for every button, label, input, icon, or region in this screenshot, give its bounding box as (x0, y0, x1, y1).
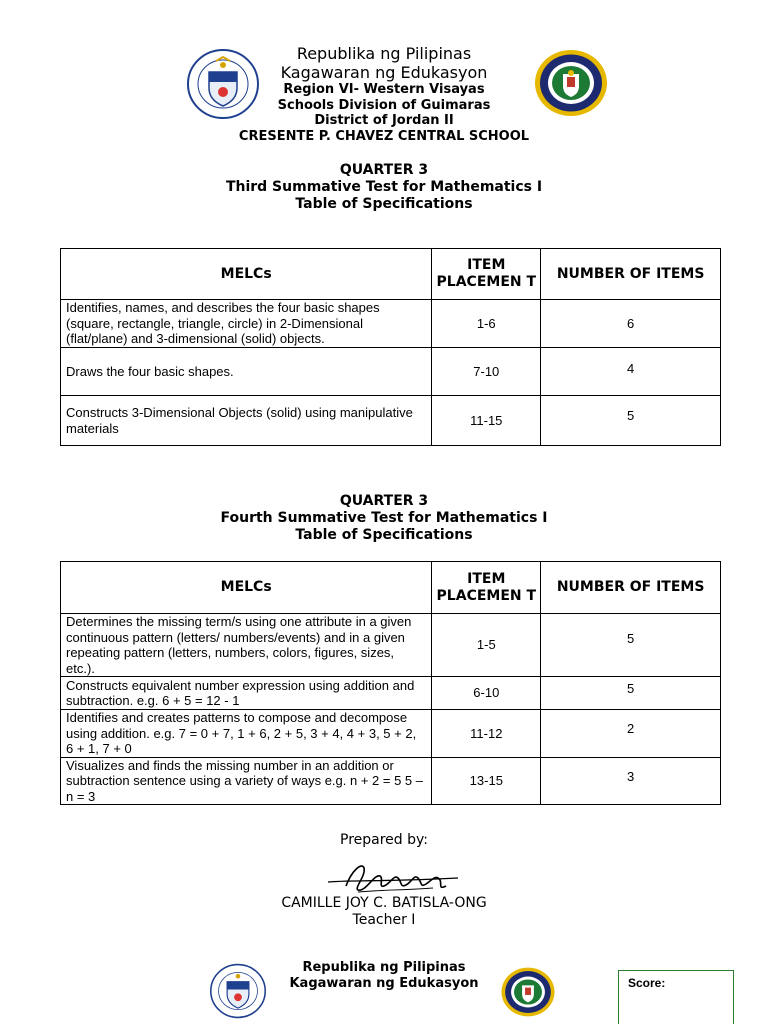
placement-cell: 6-10 (432, 677, 541, 710)
placement-cell: 7-10 (432, 348, 541, 396)
test2-table (60, 561, 721, 805)
melc-cell: Visualizes and finds the missing number in an addition or subtraction sentence using a variety of ways e.g. n + 2 = 5 5 – n = 3 (61, 757, 432, 805)
items-cell: 5 (541, 396, 721, 446)
column-header-placement: ITEM PLACEMEN T (432, 249, 541, 300)
placement-cell: 11-12 (432, 710, 541, 758)
column-header-items: NUMBER OF ITEMS (541, 249, 721, 300)
header-division: Schools Division of Guimaras (277, 97, 491, 113)
items-cell: 2 (541, 710, 721, 758)
items-cell: 6 (541, 300, 721, 348)
score-label: Score: (628, 976, 666, 990)
header-department: Kagawaran ng Edukasyon (280, 63, 488, 82)
table-row (61, 396, 721, 446)
items-cell: 5 (541, 614, 721, 677)
header-school: CRESENTE P. CHAVEZ CENTRAL SCHOOL (238, 128, 530, 144)
items-cell: 3 (541, 757, 721, 805)
footer-header (264, 960, 504, 992)
melc-cell: Constructs 3-Dimensional Objects (solid) using manipulative materials (61, 396, 432, 446)
melc-cell: Draws the four basic shapes. (61, 348, 432, 396)
test2-title: Fourth Summative Test for Mathematics I (220, 510, 548, 526)
document-header (0, 44, 768, 144)
test1-title: Third Summative Test for Mathematics I (225, 179, 543, 195)
test2-quarter: QUARTER 3 (339, 493, 429, 509)
melc-cell: Identifies, names, and describes the four basic shapes (square, rectangle, triangle, circle) in 2-Dimensional (flat/plane) and 3-dimensional (solid) objects. (61, 300, 432, 348)
table-row (61, 757, 721, 805)
footer-republic: Republika ng Pilipinas (302, 960, 466, 975)
deped-seal-logo-footer (209, 963, 267, 1019)
table-row (61, 710, 721, 758)
placement-cell: 1-6 (432, 300, 541, 348)
test1-heading (0, 162, 768, 213)
test2-heading (0, 493, 768, 544)
table-header-row (61, 249, 721, 300)
header-region: Region VI- Western Visayas (283, 82, 485, 97)
items-cell: 4 (541, 348, 721, 396)
table-row (61, 677, 721, 710)
score-box (618, 970, 734, 1024)
melc-cell: Determines the missing term/s using one attribute in a given continuous pattern (letters/ numbers/events) and in a given repeating pattern (letters, numbers, colors, figures, sizes, etc.). (61, 614, 432, 677)
placement-cell: 13-15 (432, 757, 541, 805)
table-row (61, 348, 721, 396)
placement-cell: 1-5 (432, 614, 541, 677)
items-cell: 5 (541, 677, 721, 710)
melc-cell: Constructs equivalent number expression using addition and subtraction. e.g. 6 + 5 = 12 - 1 (61, 677, 432, 710)
test1-quarter: QUARTER 3 (339, 162, 429, 178)
table-header-row (61, 562, 721, 614)
placement-cell: 11-15 (432, 396, 541, 446)
test1-subtitle: Table of Specifications (295, 196, 473, 212)
column-header-placement: ITEM PLACEMEN T (432, 562, 541, 614)
table-row (61, 300, 721, 348)
column-header-melcs: MELCs (61, 249, 432, 300)
footer-department: Kagawaran ng Edukasyon (289, 976, 479, 991)
table-row (61, 614, 721, 677)
preparer-position: Teacher I (352, 912, 416, 928)
preparer-name: CAMILLE JOY C. BATISLA-ONG (281, 895, 487, 911)
school-seal-logo-footer (500, 965, 556, 1019)
prepared-by-label: Prepared by: (340, 832, 428, 848)
test1-table (60, 248, 721, 446)
melc-cell: Identifies and creates patterns to compose and decompose using addition. e.g. 7 = 0 + 7, 1 + 6, 2 + 5, 3 + 4, 4 + 3, 5 + 2, 6 + 1, 7 + 0 (61, 710, 432, 758)
test2-subtitle: Table of Specifications (295, 527, 473, 543)
header-district: District of Jordan II (314, 113, 454, 128)
column-header-melcs: MELCs (61, 562, 432, 614)
column-header-items: NUMBER OF ITEMS (541, 562, 721, 614)
header-republic: Republika ng Pilipinas (296, 44, 472, 63)
